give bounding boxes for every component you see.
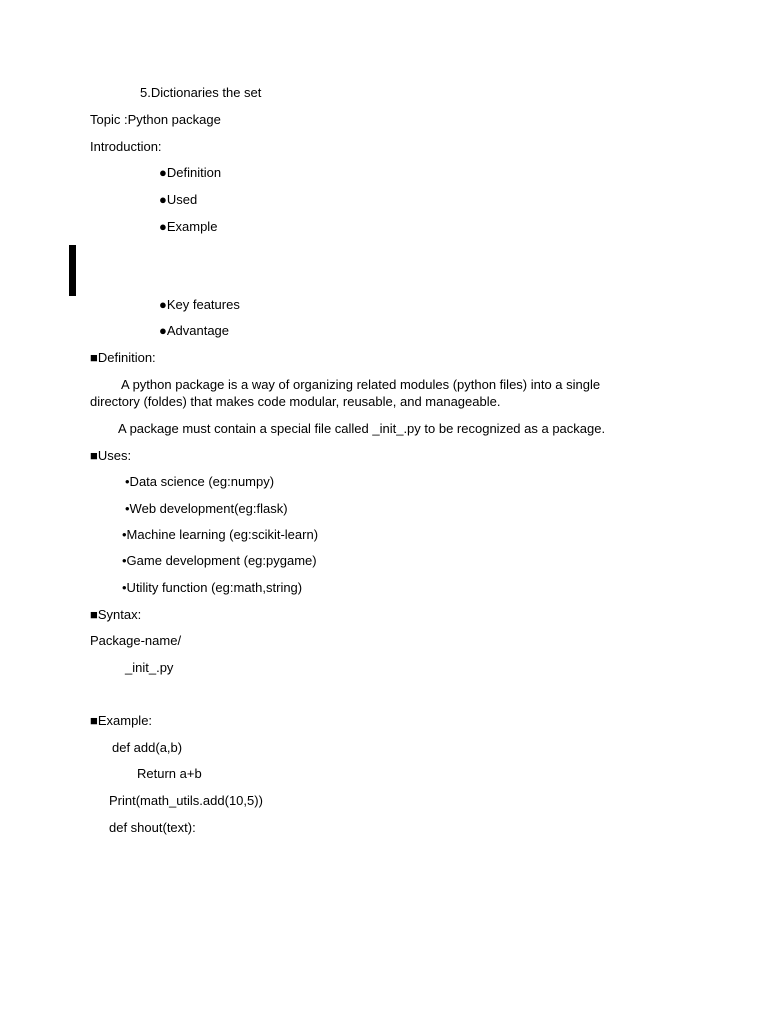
example-code-line-4: def shout(text): bbox=[109, 820, 196, 835]
toc-item-advantage: ●Advantage bbox=[159, 323, 230, 338]
topic-line: Topic :Python package bbox=[90, 112, 221, 127]
example-heading: ■Example: bbox=[90, 713, 153, 728]
syntax-heading: ■Syntax: bbox=[90, 607, 142, 622]
example-code-line-3: Print(math_utils.add(10,5)) bbox=[109, 793, 263, 808]
uses-item-game-development: •Game development (eg:pygame) bbox=[122, 553, 317, 568]
example-code-line-2: Return a+b bbox=[137, 766, 202, 781]
toc-item-definition: ●Definition bbox=[159, 165, 222, 180]
toc-item-example: ●Example bbox=[159, 219, 218, 234]
toc-item-used: ●Used bbox=[159, 192, 198, 207]
introduction-heading: Introduction: bbox=[90, 139, 162, 154]
definition-paragraph-2: A package must contain a special file called _init_.py to be recognized as a package. bbox=[118, 421, 606, 436]
uses-item-machine-learning: •Machine learning (eg:scikit-learn) bbox=[122, 527, 319, 542]
uses-item-data-science: •Data science (eg:numpy) bbox=[125, 474, 275, 489]
toc-item-key-features: ●Key features bbox=[159, 297, 240, 312]
syntax-line-init-file: _init_.py bbox=[125, 660, 174, 675]
text-cursor-bar bbox=[69, 245, 76, 296]
uses-heading: ■Uses: bbox=[90, 448, 132, 463]
uses-item-utility-function: •Utility function (eg:math,string) bbox=[122, 580, 303, 595]
heading-number: 5.Dictionaries the set bbox=[140, 85, 262, 100]
definition-heading: ■Definition: bbox=[90, 350, 156, 365]
example-code-line-1: def add(a,b) bbox=[112, 740, 183, 755]
syntax-line-package-name: Package-name/ bbox=[90, 633, 182, 648]
definition-paragraph-1: A python package is a way of organizing related modules (python files) into a single directory (foldes) that makes code modular, reusable, and manageable. bbox=[90, 377, 601, 409]
uses-item-web-development: •Web development(eg:flask) bbox=[125, 501, 288, 516]
